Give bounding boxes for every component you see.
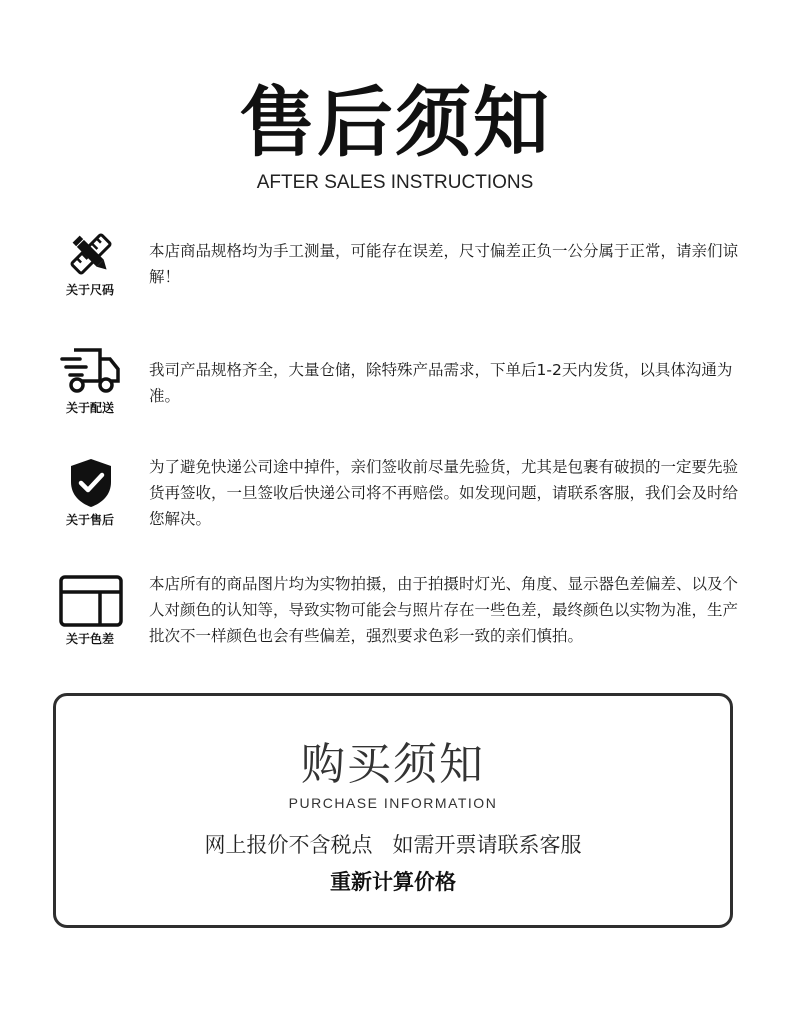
purchase-info-box: [53, 693, 733, 928]
icon-label-aftersales: 关于售后: [65, 513, 114, 527]
page-subtitle: AFTER SALES INSTRUCTIONS: [256, 172, 534, 193]
color-layout-icon: [58, 574, 124, 628]
page-title: 售后须知: [239, 78, 551, 167]
notice-text-aftersales: 为了避免快递公司途中掉件，亲们签收前尽量先验货，尤其是包裹有破损的一定要先验货再签收，一旦签收后快递公司将不再赔偿。如发现问题，请联系客服，我们会及时给您解决。: [149, 458, 739, 528]
purchase-title: 购买须知: [301, 739, 485, 790]
purchase-subtitle: PURCHASE INFORMATION: [288, 795, 498, 811]
notice-text-color: 本店所有的商品图片均为实物拍摄，由于拍摄时灯光、角度、显示器色差偏差、以及个人对颜色的认知等，导致实物可能会与照片存在一些色差，最终颜色以实物为准，生产批次不一样颜色也会有些偏差，强烈要求色彩一致的亲们慎拍。: [149, 575, 739, 645]
purchase-note-invoice: 网上报价不含税点 如需开票请联系客服: [204, 833, 582, 857]
delivery-truck-icon: [58, 345, 124, 399]
pencil-ruler-icon: [58, 228, 124, 282]
notice-text-size: 本店商品规格均为手工测量，可能存在误差，尺寸偏差正负一公分属于正常，请亲们谅解！: [149, 242, 739, 286]
shield-check-icon: [58, 456, 124, 510]
icon-label-color: 关于色差: [65, 632, 114, 646]
purchase-note-price: 重新计算价格: [330, 870, 456, 894]
icon-label-delivery: 关于配送: [65, 401, 114, 415]
notice-text-delivery: 我司产品规格齐全，大量仓储，除特殊产品需求，下单后1-2天内发货，以具体沟通为准。: [149, 361, 733, 405]
icon-label-size: 关于尺码: [65, 283, 114, 297]
